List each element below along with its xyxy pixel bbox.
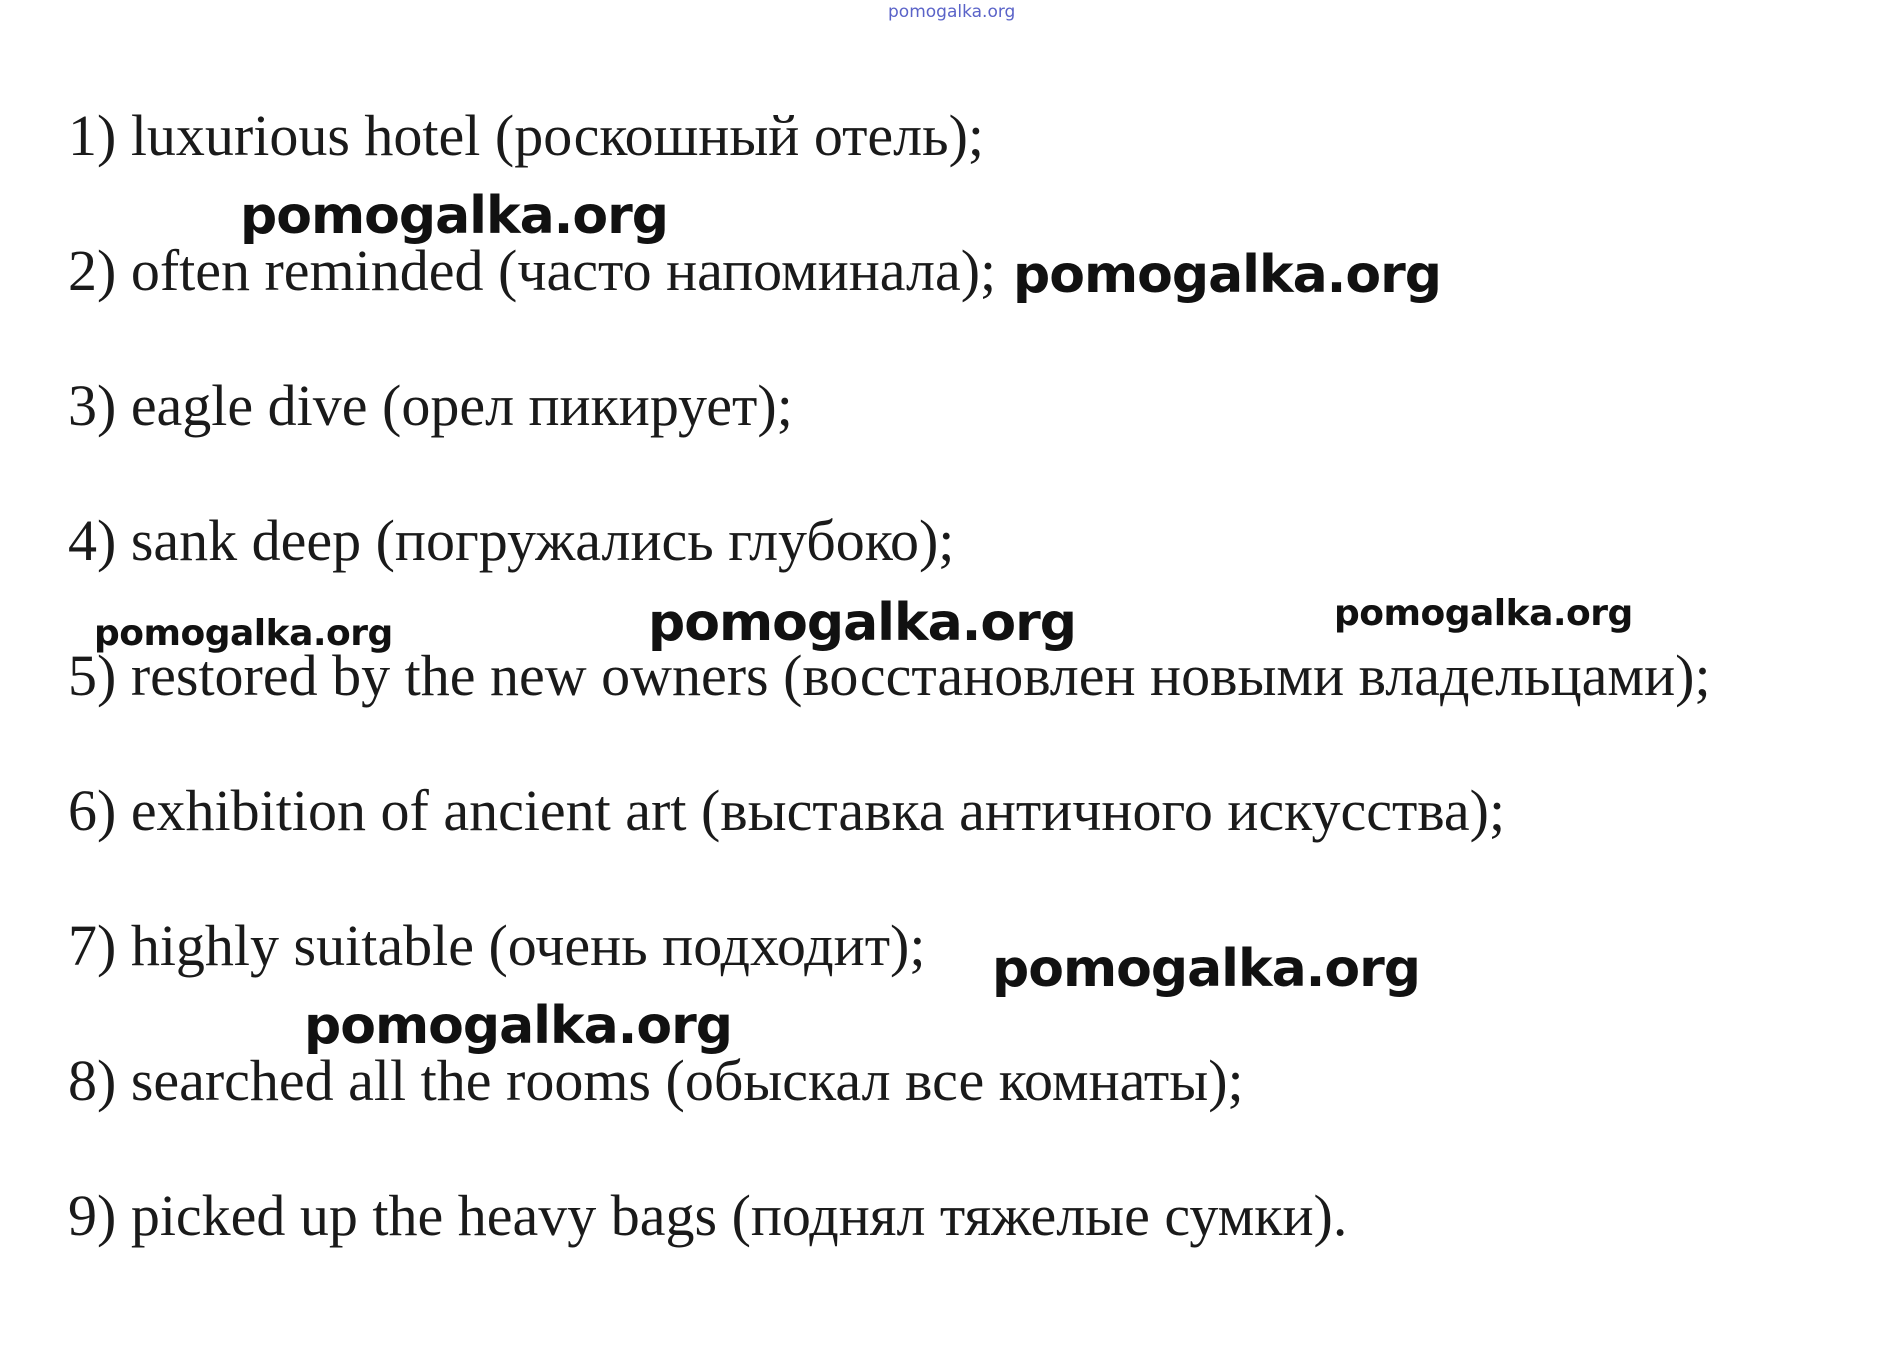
list-item-4: 4) sank deep (погружались глубоко); — [68, 508, 955, 573]
list-item-8: 8) searched all the rooms (обыскал все комнаты); — [68, 1048, 1244, 1113]
watermark-6: pomogalka.org — [992, 939, 1421, 999]
watermark-4: pomogalka.org — [648, 593, 1077, 653]
list-item-7: 7) highly suitable (очень подходит); — [68, 913, 926, 978]
watermark-7: pomogalka.org — [304, 996, 733, 1056]
watermark-3: pomogalka.org — [94, 613, 393, 654]
watermark-2: pomogalka.org — [1013, 245, 1442, 305]
list-item-1: 1) luxurious hotel (роскошный отель); — [68, 103, 984, 168]
watermark-5: pomogalka.org — [1334, 593, 1633, 634]
list-item-6: 6) exhibition of ancient art (выставка античного искусства); — [68, 778, 1506, 843]
list-item-2: 2) often reminded (часто напоминала); — [68, 238, 997, 303]
list-item-9: 9) picked up the heavy bags (поднял тяжелые сумки). — [68, 1183, 1348, 1248]
header-watermark: pomogalka.org — [888, 2, 1016, 22]
watermark-1: pomogalka.org — [240, 186, 669, 246]
list-item-3: 3) eagle dive (орел пикирует); — [68, 373, 793, 438]
list-item-5: 5) restored by the new owners (восстановлен новыми владельцами); — [68, 643, 1711, 708]
